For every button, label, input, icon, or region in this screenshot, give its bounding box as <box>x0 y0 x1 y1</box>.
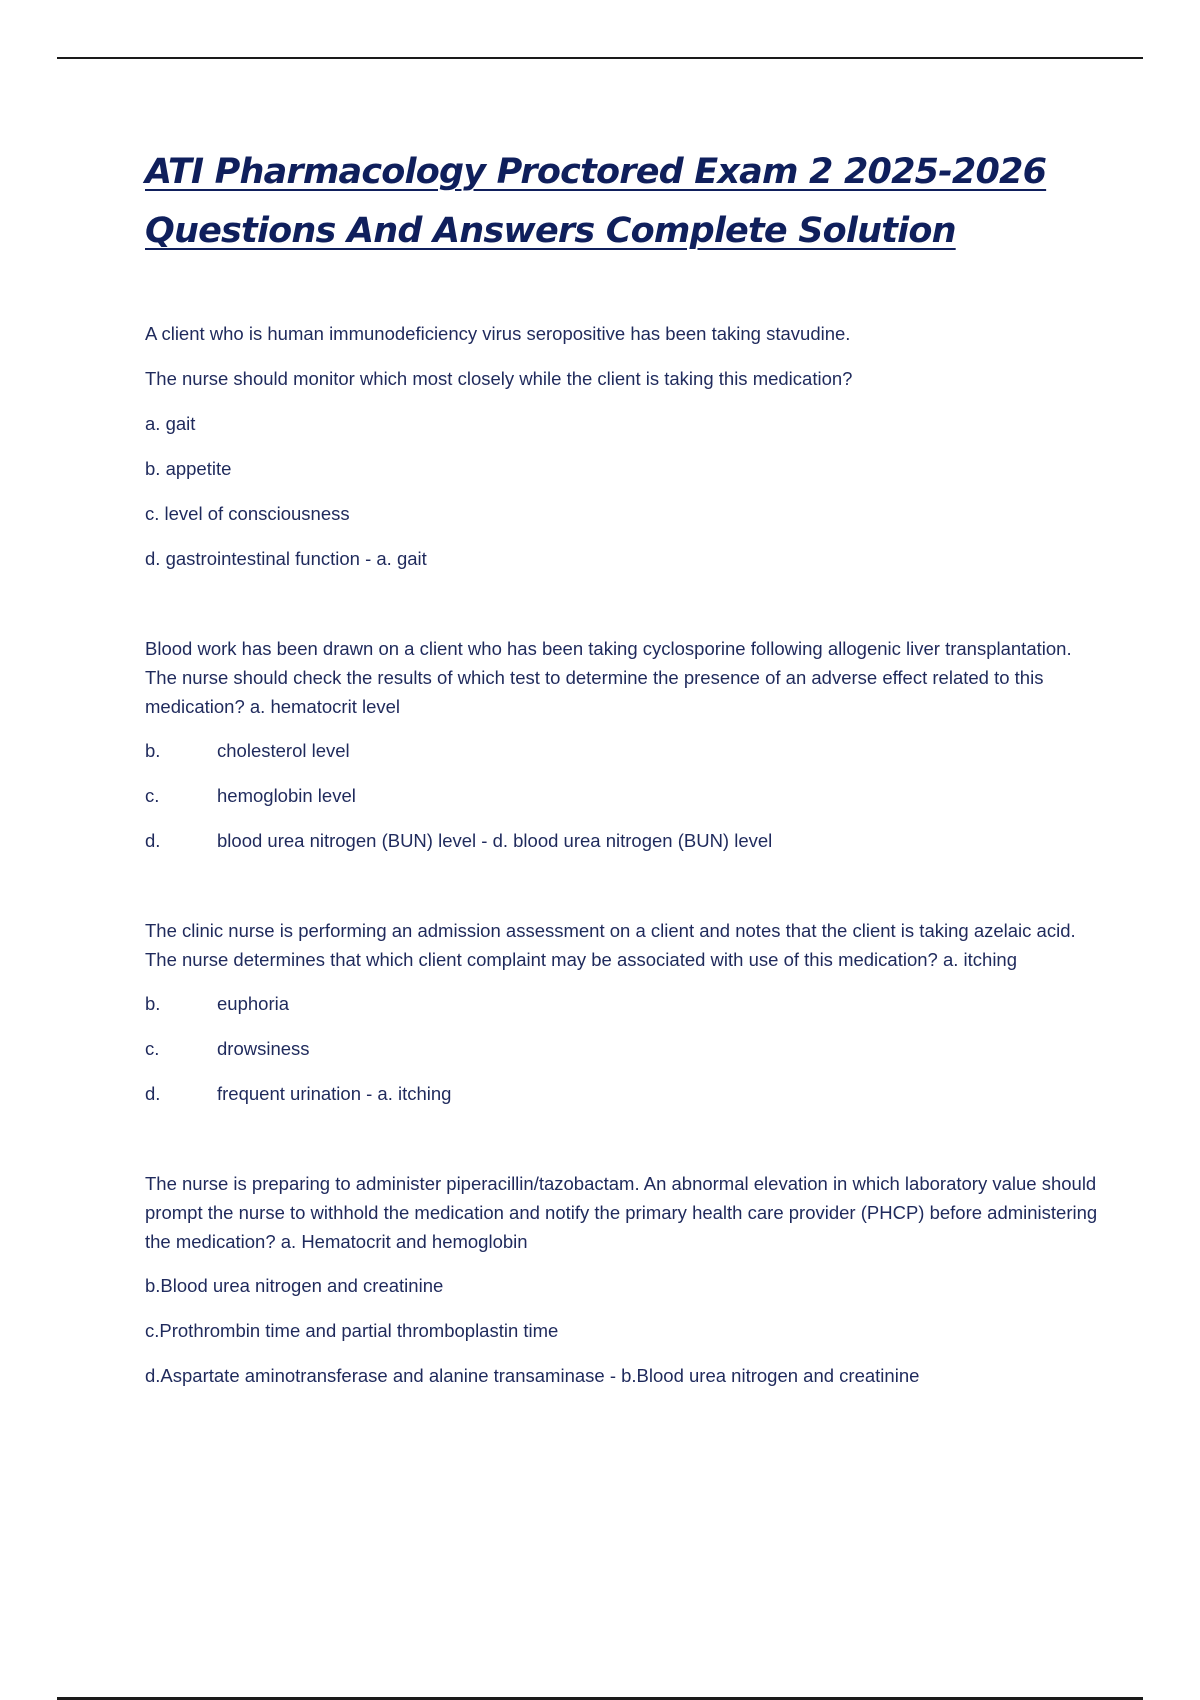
document-body <box>145 143 1105 1409</box>
question-4-option: c.Prothrombin time and partial thromboplastin time <box>145 1320 559 1341</box>
option-text: hemoglobin level <box>217 785 356 806</box>
question-2-option-answer <box>145 829 1105 853</box>
question-1-line: The nurse should monitor which most closely while the client is taking this medication? <box>145 368 853 389</box>
document-title <box>145 143 1105 261</box>
question-1-option-answer: d. gastrointestinal function - a. gait <box>145 548 427 569</box>
option-text: frequent urination - a. itching <box>217 1083 452 1104</box>
question-2-option <box>145 739 1105 763</box>
title-line-1: ATI Pharmacology Proctored Exam 2 2025-2026 <box>145 152 1047 192</box>
question-4-option: b.Blood urea nitrogen and creatinine <box>145 1275 444 1296</box>
question-2-option <box>145 784 1105 808</box>
question-3-option <box>145 1037 1105 1061</box>
option-letter: d. <box>145 830 161 851</box>
option-letter: b. <box>145 993 161 1014</box>
option-text: cholesterol level <box>217 740 350 761</box>
option-text: drowsiness <box>217 1038 310 1059</box>
question-3-stem: The clinic nurse is performing an admission assessment on a client and notes that the client is taking azelaic acid. The nurse determines that which client complaint may be associated with use of this medication? a. itching <box>145 920 1076 970</box>
question-2-stem: Blood work has been drawn on a client who has been taking cyclosporine following allogenic liver transplantation. The nurse should check the results of which test to determine the presence of an adverse effect related to this medication? a. hematocrit level <box>145 638 1072 717</box>
question-3-option <box>145 992 1105 1016</box>
question-1 <box>145 322 1105 571</box>
question-4-option-answer: d.Aspartate aminotransferase and alanine transaminase - b.Blood urea nitrogen and creatinine <box>145 1365 920 1386</box>
option-letter: c. <box>145 785 160 806</box>
question-1-option: a. gait <box>145 413 196 434</box>
header-rule <box>57 57 1143 59</box>
question-1-option: b. appetite <box>145 458 232 479</box>
question-4 <box>145 1169 1105 1388</box>
option-letter: b. <box>145 740 161 761</box>
question-3 <box>145 916 1105 1106</box>
option-letter: c. <box>145 1038 160 1059</box>
option-letter: d. <box>145 1083 161 1104</box>
title-line-2: Questions And Answers Complete Solution <box>145 211 956 251</box>
question-1-option: c. level of consciousness <box>145 503 350 524</box>
question-2 <box>145 634 1105 853</box>
option-text: euphoria <box>217 993 290 1014</box>
question-1-line: A client who is human immunodeficiency virus seropositive has been taking stavudine. <box>145 323 851 344</box>
question-4-stem: The nurse is preparing to administer piperacillin/tazobactam. An abnormal elevation in which laboratory value should prompt the nurse to withhold the medication and notify the primary health care provider (PHCP) before administering the medication? a. Hematocrit and hemoglobin <box>145 1173 1098 1252</box>
question-3-option-answer <box>145 1082 1105 1106</box>
option-text: blood urea nitrogen (BUN) level - d. blood urea nitrogen (BUN) level <box>217 830 773 851</box>
